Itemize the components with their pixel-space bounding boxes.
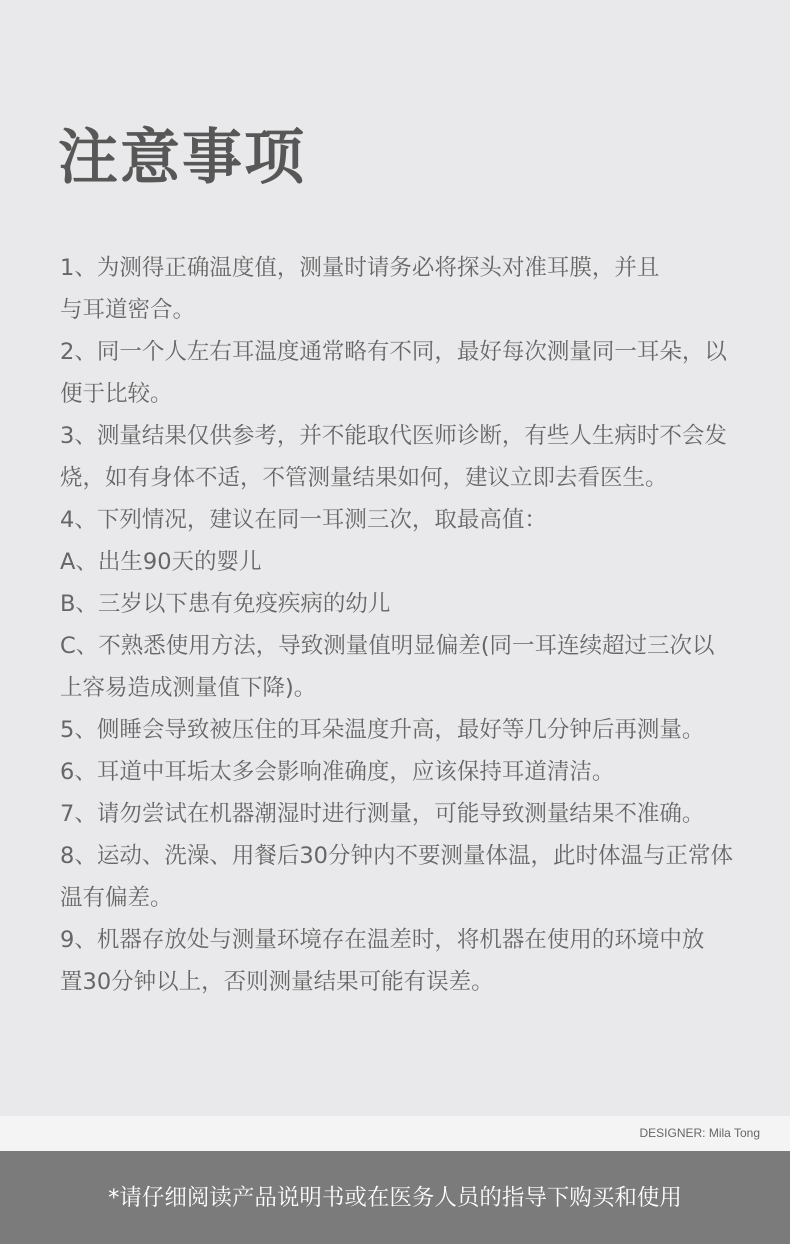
note-item-3: 3、测量结果仅供参考，并不能取代医师诊断，有些人生病时不会发 烧，如有身体不适，不管测量结果如何，建议立即去看医生。 (60, 423, 727, 491)
credit-bar (0, 1116, 790, 1151)
notes-list (60, 247, 740, 1003)
note-item-4b: B、三岁以下患有免疫疾病的幼儿 (60, 591, 391, 617)
footer-banner (0, 1151, 790, 1244)
note-item-2: 2、同一个人左右耳温度通常略有不同，最好每次测量同一耳朵，以 便于比较。 (60, 339, 727, 407)
footer-disclaimer: *请仔细阅读产品说明书或在医务人员的指导下购买和使用 (108, 1185, 682, 1211)
note-item-4c: C、不熟悉使用方法，导致测量值明显偏差(同一耳连续超过三次以 上容易造成测量值下降)。 (60, 633, 715, 701)
note-item-4: 4、下列情况，建议在同一耳测三次，取最高值： (60, 507, 547, 533)
note-item-9: 9、机器存放处与测量环境存在温差时，将机器在使用的环境中放 置30分钟以上，否则测量结果可能有误差。 (60, 927, 705, 995)
note-item-6: 6、耳道中耳垢太多会影响准确度，应该保持耳道清洁。 (60, 759, 615, 785)
designer-credit: DESIGNER: Mila Tong (639, 1126, 760, 1140)
note-item-5: 5、侧睡会导致被压住的耳朵温度升高，最好等几分钟后再测量。 (60, 717, 705, 743)
note-item-1: 1、为测得正确温度值，测量时请务必将探头对准耳膜，并且 与耳道密合。 (60, 255, 660, 323)
note-item-7: 7、请勿尝试在机器潮湿时进行测量，可能导致测量结果不准确。 (60, 801, 705, 827)
page-title: 注意事项 (58, 123, 306, 193)
note-item-4a: A、出生90天的婴儿 (60, 549, 262, 575)
note-item-8: 8、运动、洗澡、用餐后30分钟内不要测量体温，此时体温与正常体 温有偏差。 (60, 843, 733, 911)
